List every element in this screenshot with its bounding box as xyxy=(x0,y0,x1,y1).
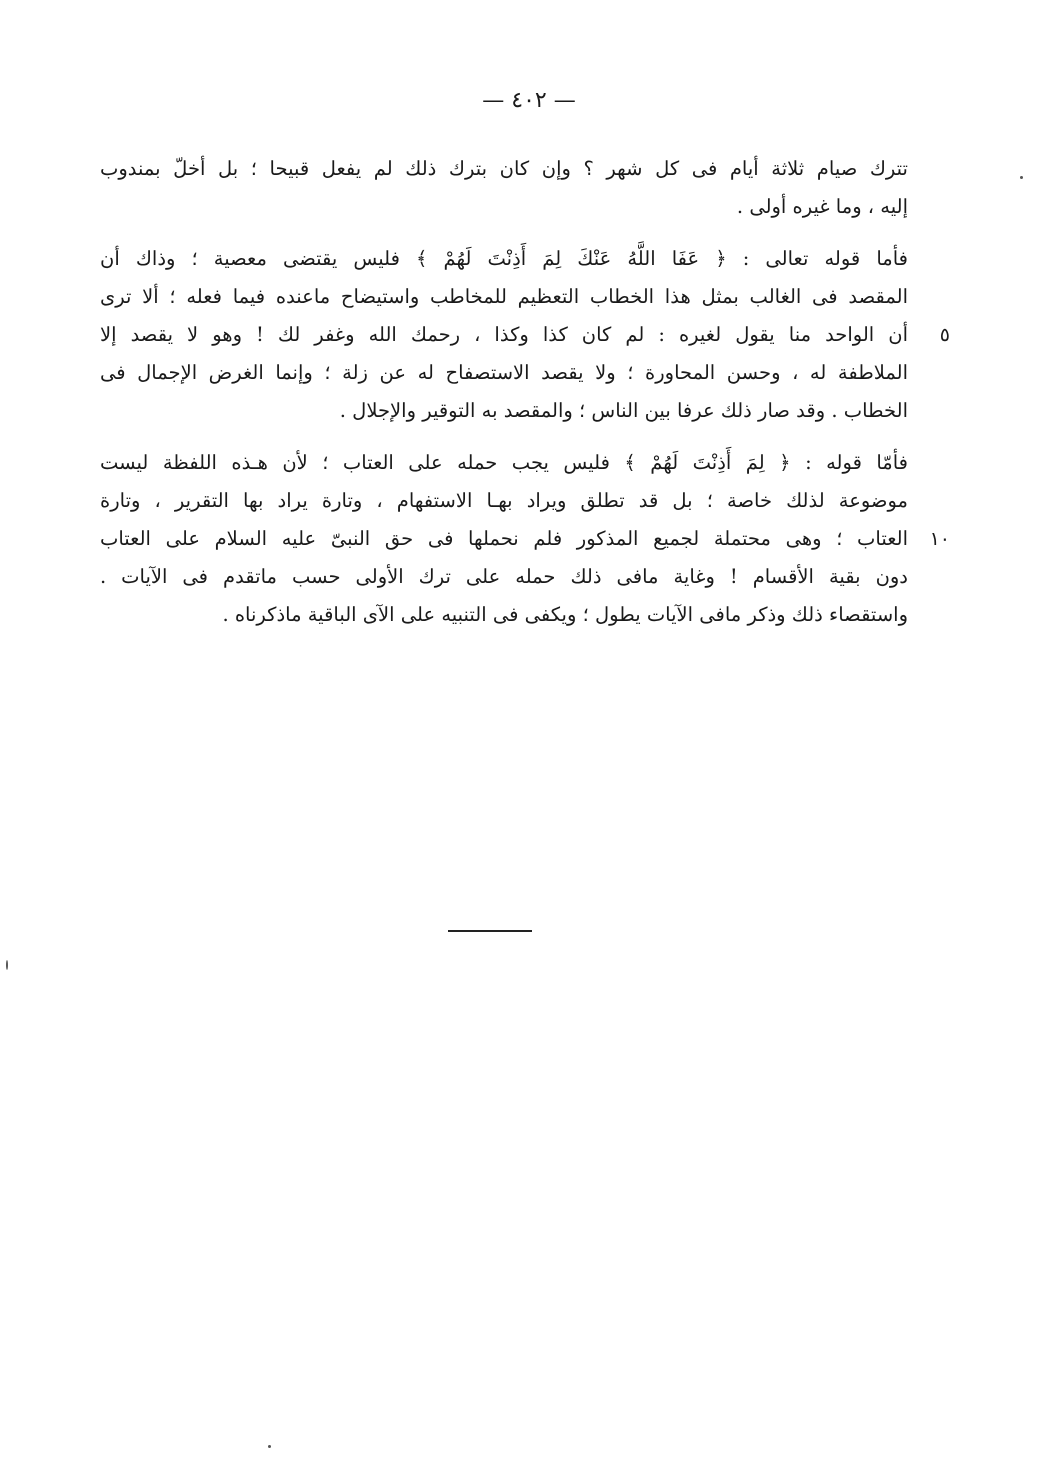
scan-speck xyxy=(6,960,8,970)
line-text: الخطاب . وقد صار ذلك عرفا بين الناس ؛ والمقصد به التوقير والإجلال . xyxy=(339,399,908,422)
line-text: الملاطفة له ، وحسن المحاورة ؛ ولا يقصد الاستصفاح له عن زلة ؛ وإنما الغرض الإجمال فى xyxy=(100,361,908,384)
text-line xyxy=(100,240,908,278)
line-text: موضوعة لذلك خاصة ؛ بل قد تطلق ويراد بهـا الاستفهام ، وتارة يراد بها التقرير ، وتارة xyxy=(100,489,908,512)
line-text: فأمّا قوله : ﴿ لِمَ أَذِنْتَ لَهُمْ ﴾ فليس يجب حمله على العتاب ؛ لأن هـذه اللفظة ليست xyxy=(100,451,908,474)
line-text: فأما قوله تعالى : ﴿ عَفَا اللَّهُ عَنْكَ لِمَ أَذِنْتَ لَهُمْ ﴾ فليس يقتضى معصية ؛ وذاك أن xyxy=(100,247,908,270)
text-line xyxy=(100,482,908,520)
text-line xyxy=(100,596,908,634)
text-line xyxy=(100,150,908,188)
line-text: دون بقية الأقسام ! وغاية مافى ذلك حمله على ترك الأولى حسب ماتقدم فى الآيات . xyxy=(100,565,908,588)
scan-speck xyxy=(268,1445,271,1448)
text-line xyxy=(100,188,908,226)
line-text: المقصد فى الغالب بمثل هذا الخطاب التعظيم للمخاطب واستيضاح ماعنده فيما فعله ؛ ألا ترى xyxy=(100,285,908,308)
text-line xyxy=(100,316,950,354)
body-text xyxy=(100,150,950,634)
text-line xyxy=(100,520,950,558)
text-line xyxy=(100,354,908,392)
text-line xyxy=(100,444,908,482)
line-text: واستقصاء ذلك وذكر مافى الآيات يطول ؛ ويكفى فى التنبيه على الآى الباقية ماذكرناه . xyxy=(222,603,908,626)
text-line xyxy=(100,558,908,596)
scan-speck xyxy=(1020,176,1023,179)
line-text: العتاب ؛ وهى محتملة لجميع المذكور فلم نحملها فى حق النبىّ عليه السلام على العتاب xyxy=(100,527,908,550)
page-number: — ٤٠٢ — xyxy=(482,88,576,113)
line-text: إليه ، وما غيره أولى . xyxy=(736,195,908,218)
section-divider xyxy=(448,930,532,932)
text-line xyxy=(100,392,908,430)
line-text: تترك صيام ثلاثة أيام فى كل شهر ؟ وإن كان بترك ذلك لم يفعل قبيحا ؛ بل أخلّ بمندوب xyxy=(100,157,908,180)
line-text: أن الواحد منا يقول لغيره : لم كان كذا وكذا ، رحمك الله وغفر لك ! وهو لا يقصد إلا xyxy=(100,323,908,346)
text-line xyxy=(100,278,908,316)
line-number-marker: ١٠ xyxy=(929,528,950,550)
line-number-marker: ٥ xyxy=(939,324,950,346)
